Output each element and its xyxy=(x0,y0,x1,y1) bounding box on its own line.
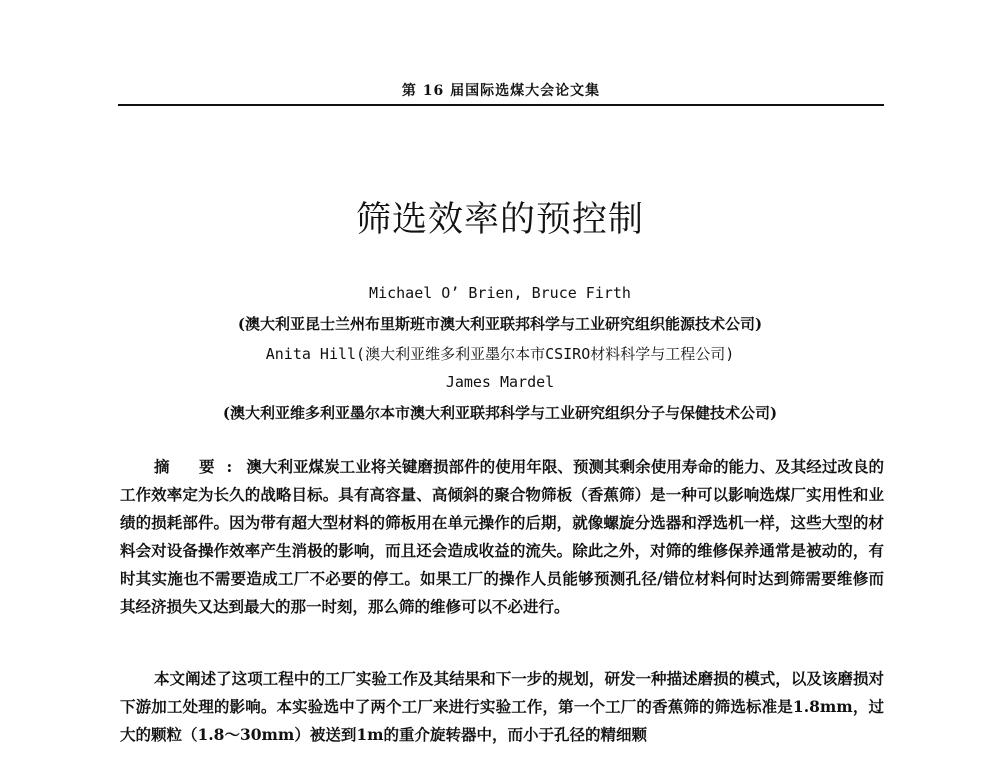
affiliation-line-2: (澳大利亚维多利亚墨尔本市澳大利亚联邦科学与工业研究组织分子与保健技术公司) xyxy=(222,404,778,422)
header-rule xyxy=(118,104,884,106)
running-header: 第 16 届国际选煤大会论文集 xyxy=(401,83,601,99)
author-line-1: Michael O’ Brien, Bruce Firth xyxy=(369,284,631,302)
author-line-3: James Mardel xyxy=(445,373,555,391)
abstract-text: 澳大利亚煤炭工业将关键磨损部件的使用年限、预测其剩余使用寿命的能力、及其经过改良的工作效率定为长久的战略目标。具有高容量、高倾斜的聚合物筛板（香蕉筛）是一种可以影响选煤厂实用性和业绩的损耗部件。因为带有超大型材料的筛板用在单元操作的后期，就像螺旋分选器和浮选机一样，这些大型的材料会对设备操作效率产生消极的影响，而且还会造成收益的流失。除此之外，对筛的维修保养通常是被动的，有时其实施也不需要造成工厂不必要的停工。如果工厂的操作人员能够预测孔径/错位材料何时达到筛需要维修而其经济损失又达到最大的那一时刻，那么筛的维修可以不必进行。 xyxy=(120,457,884,616)
paper-title: 筛选效率的预控制 xyxy=(355,200,644,240)
abstract-paragraph xyxy=(120,453,884,621)
affiliation-line-1: (澳大利亚昆士兰州布里斯班市澳大利亚联邦科学与工业研究组织能源技术公司) xyxy=(237,315,763,333)
body-paragraph: 本文阐述了这项工程中的工厂实验工作及其结果和下一步的规划，研发一种描述磨损的模式，以及该磨损对下游加工处理的影响。本实验选中了两个工厂来进行实验工作，第一个工厂的香蕉筛的筛选标准是1.8mm，过大的颗粒（1.8～30mm）被送到1m的重介旋转器中，而小于孔径的精细颗 xyxy=(120,669,884,744)
author-line-2: Anita Hill(澳大利亚维多利亚墨尔本市CSIRO材料科学与工程公司) xyxy=(265,345,735,363)
abstract-label: 摘 要: xyxy=(154,457,245,476)
